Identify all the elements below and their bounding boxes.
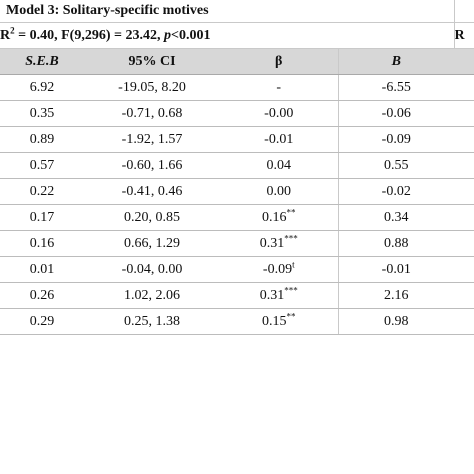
cell-seb-value: 6.92	[29, 79, 55, 95]
cell-seb	[0, 257, 84, 283]
stats-r-exponent: 2	[10, 24, 15, 35]
cell-beta-value: -	[276, 79, 282, 95]
cell-ci-value: -0.71, 0.68	[121, 105, 183, 121]
cell-b	[338, 231, 454, 257]
header-beta: β	[220, 49, 338, 75]
table-row	[0, 75, 474, 101]
cell-seb-value: 0.89	[29, 131, 55, 147]
cell-ci	[84, 231, 220, 257]
cell-ci	[84, 75, 220, 101]
cell-beta-value: 0.04	[266, 157, 291, 173]
cell-beta-value: 0.00	[266, 183, 291, 199]
cell-ci-value: 0.25, 1.38	[124, 313, 180, 329]
cell-b-value: -6.55	[381, 79, 411, 95]
cell-b	[338, 75, 454, 101]
cell-seb-value: 0.16	[29, 235, 55, 251]
cell-beta-value: -0.00	[264, 105, 294, 121]
cell-seb-value: 0.57	[29, 157, 55, 173]
table-row	[0, 101, 474, 127]
stats-p-symbol: p	[163, 27, 171, 43]
cell-seb	[0, 179, 84, 205]
column-header-row	[0, 49, 474, 75]
stats-p-value: <0.001	[170, 27, 211, 43]
cell-ci-value: -0.60, 1.66	[121, 157, 183, 173]
header-ci: 95% CI	[84, 49, 220, 75]
cell-ci	[84, 283, 220, 309]
cell-seb-value: 0.26	[29, 287, 55, 303]
header-seb: S.E.B	[0, 49, 84, 75]
cell-seb	[0, 75, 84, 101]
cell-b-value: -0.01	[381, 261, 411, 277]
cell-ci-value: -1.92, 1.57	[121, 131, 183, 147]
cell-b	[338, 179, 454, 205]
cell-b	[338, 127, 454, 153]
cell-b-value: 0.34	[384, 209, 409, 225]
cell-seb	[0, 127, 84, 153]
table-row	[0, 205, 474, 231]
significance-marker: **	[286, 310, 296, 321]
cell-seb	[0, 231, 84, 257]
cell-beta-value: -0.09	[262, 261, 293, 277]
cell-edge	[454, 205, 474, 231]
cell-b	[338, 309, 454, 335]
cell-beta	[220, 231, 338, 257]
table-row	[0, 283, 474, 309]
cell-beta	[220, 179, 338, 205]
next-model-stats-cut: R	[454, 23, 474, 49]
cell-seb-value: 0.01	[29, 261, 55, 277]
cell-beta	[220, 257, 338, 283]
cell-seb-value: 0.35	[29, 105, 55, 121]
cell-ci-value: 0.66, 1.29	[124, 235, 180, 251]
cell-beta	[220, 283, 338, 309]
cell-ci	[84, 309, 220, 335]
significance-marker: t	[292, 258, 295, 269]
model-stats-row	[0, 23, 474, 49]
cell-beta-value: -0.01	[264, 131, 294, 147]
significance-marker: **	[286, 206, 296, 217]
cell-beta-value: 0.16	[262, 209, 287, 225]
header-edge	[454, 49, 474, 75]
cell-b-value: -0.06	[381, 105, 411, 121]
cell-edge	[454, 101, 474, 127]
cell-ci	[84, 153, 220, 179]
cell-edge	[454, 153, 474, 179]
cell-seb-value: 0.22	[29, 183, 55, 199]
cell-beta-value: 0.31	[259, 287, 285, 303]
cell-b-value: 2.16	[384, 287, 409, 303]
cell-ci	[84, 127, 220, 153]
table-row	[0, 179, 474, 205]
header-b: B	[338, 49, 454, 75]
cell-b	[338, 283, 454, 309]
cell-b-value: 0.98	[384, 313, 409, 329]
cell-edge	[454, 283, 474, 309]
cell-b-value: -0.02	[381, 183, 411, 199]
cell-ci	[84, 257, 220, 283]
cell-edge	[454, 75, 474, 101]
cell-ci	[84, 179, 220, 205]
cell-edge	[454, 309, 474, 335]
cell-beta	[220, 101, 338, 127]
table-row	[0, 127, 474, 153]
cell-ci-value: -19.05, 8.20	[118, 79, 186, 95]
cell-seb-value: 0.29	[29, 313, 55, 329]
cell-b-value: 0.88	[384, 235, 409, 251]
model-stats	[0, 23, 454, 49]
significance-marker: ***	[284, 284, 298, 295]
cell-ci-value: -0.04, 0.00	[121, 261, 183, 277]
cell-b	[338, 205, 454, 231]
cell-edge	[454, 179, 474, 205]
cell-seb	[0, 309, 84, 335]
stats-text: = 0.40, F(9,296) = 23.42,	[14, 27, 164, 43]
cell-b	[338, 257, 454, 283]
cell-edge	[454, 257, 474, 283]
stats-r: R	[0, 27, 11, 43]
cell-beta	[220, 153, 338, 179]
next-model-title-cut	[454, 0, 474, 23]
table-row	[0, 153, 474, 179]
cell-beta-value: 0.15	[262, 313, 287, 329]
table-row	[0, 257, 474, 283]
cell-beta	[220, 75, 338, 101]
cell-ci	[84, 205, 220, 231]
cell-seb	[0, 283, 84, 309]
cell-beta-value: 0.31	[259, 235, 285, 251]
table-row	[0, 231, 474, 257]
cell-beta	[220, 127, 338, 153]
cell-ci	[84, 101, 220, 127]
cell-beta	[220, 309, 338, 335]
cell-ci-value: 1.02, 2.06	[124, 287, 180, 303]
cell-seb	[0, 101, 84, 127]
cell-seb-value: 0.17	[29, 209, 55, 225]
cell-ci-value: -0.41, 0.46	[121, 183, 183, 199]
cell-edge	[454, 231, 474, 257]
cell-b-value: 0.55	[384, 157, 409, 173]
cell-b-value: -0.09	[381, 131, 411, 147]
model-title-row	[0, 0, 474, 23]
cell-edge	[454, 127, 474, 153]
cell-ci-value: 0.20, 0.85	[124, 209, 180, 225]
cell-beta	[220, 205, 338, 231]
model-title: Model 3: Solitary-specific motives	[0, 0, 454, 23]
significance-marker: ***	[284, 232, 298, 243]
cell-b	[338, 101, 454, 127]
cell-b	[338, 153, 454, 179]
table-row	[0, 309, 474, 335]
cell-seb	[0, 153, 84, 179]
cell-seb	[0, 205, 84, 231]
